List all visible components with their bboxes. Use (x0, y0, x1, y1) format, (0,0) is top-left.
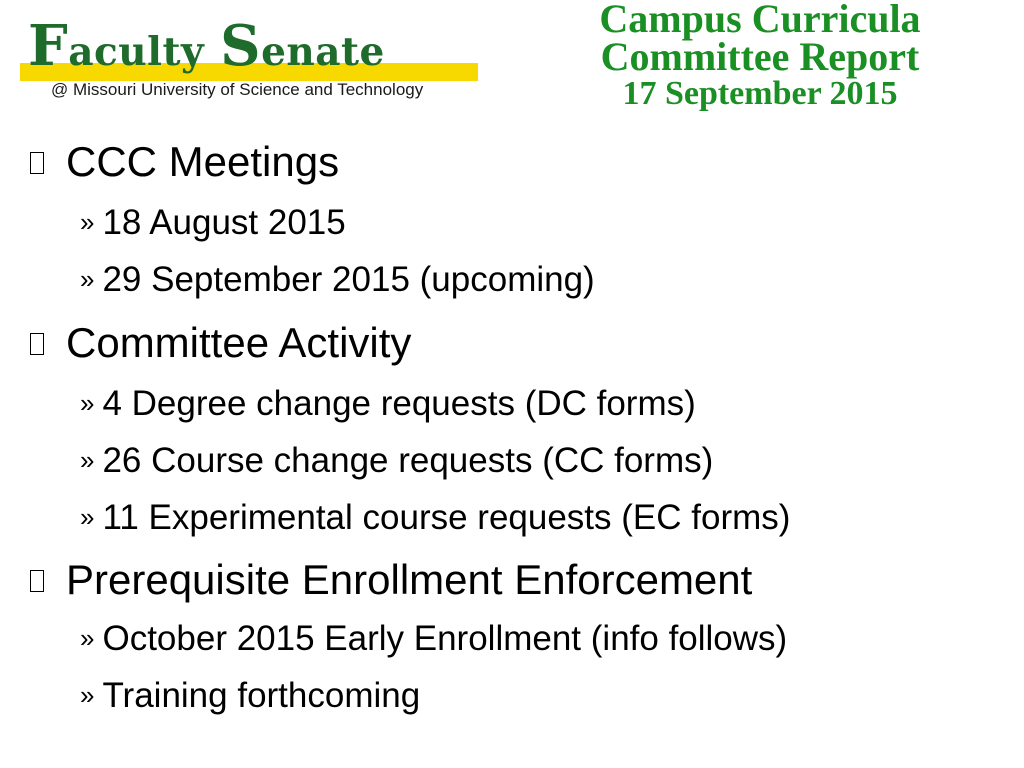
chevron-right-icon: » (80, 264, 95, 294)
square-bullet-icon (30, 152, 44, 174)
sub-item-text: 26 Course change requests (CC forms) (102, 441, 714, 480)
chevron-right-icon: » (80, 207, 95, 237)
logo-subtitle: @ Missouri University of Science and Technology (51, 80, 424, 99)
sub-item (80, 497, 790, 538)
chevron-right-icon: » (80, 445, 95, 475)
sub-item (80, 675, 420, 716)
sub-item-text: 29 September 2015 (upcoming) (102, 260, 595, 299)
logo-title-aculty: aculty (68, 29, 205, 75)
logo-title-enate: enate (261, 29, 385, 75)
sub-item (80, 259, 595, 300)
sub-item (80, 202, 346, 243)
sub-item-text: 11 Experimental course requests (EC forms) (102, 498, 791, 537)
chevron-right-icon: » (80, 680, 95, 710)
sub-item-text: 18 August 2015 (102, 203, 346, 242)
bullet-committee-activity (30, 319, 411, 367)
bullet-text: CCC Meetings (66, 138, 340, 185)
title-date: 17 September 2015 (622, 75, 898, 112)
square-bullet-icon (30, 570, 44, 592)
bullet-ccc-meetings (30, 138, 339, 186)
title-line-2: Committee Report (600, 34, 920, 79)
bullet-prerequisite-enforcement (30, 556, 752, 604)
bullet-text: Prerequisite Enrollment Enforcement (66, 556, 753, 603)
sub-item (80, 383, 696, 424)
chevron-right-icon: » (80, 502, 95, 532)
square-bullet-icon (30, 333, 44, 355)
logo-title-s: S (220, 13, 262, 79)
sub-item-text: October 2015 Early Enrollment (info follows) (102, 619, 788, 658)
bullet-text: Committee Activity (66, 319, 412, 366)
sub-item-text: Training forthcoming (102, 676, 421, 715)
title-line-1: Campus Curricula (599, 0, 921, 41)
chevron-right-icon: » (80, 623, 95, 653)
logo-title-f: F (28, 13, 69, 79)
sub-item (80, 618, 787, 659)
sub-item-text: 4 Degree change requests (DC forms) (102, 384, 696, 423)
sub-item (80, 440, 713, 481)
chevron-right-icon: » (80, 388, 95, 418)
